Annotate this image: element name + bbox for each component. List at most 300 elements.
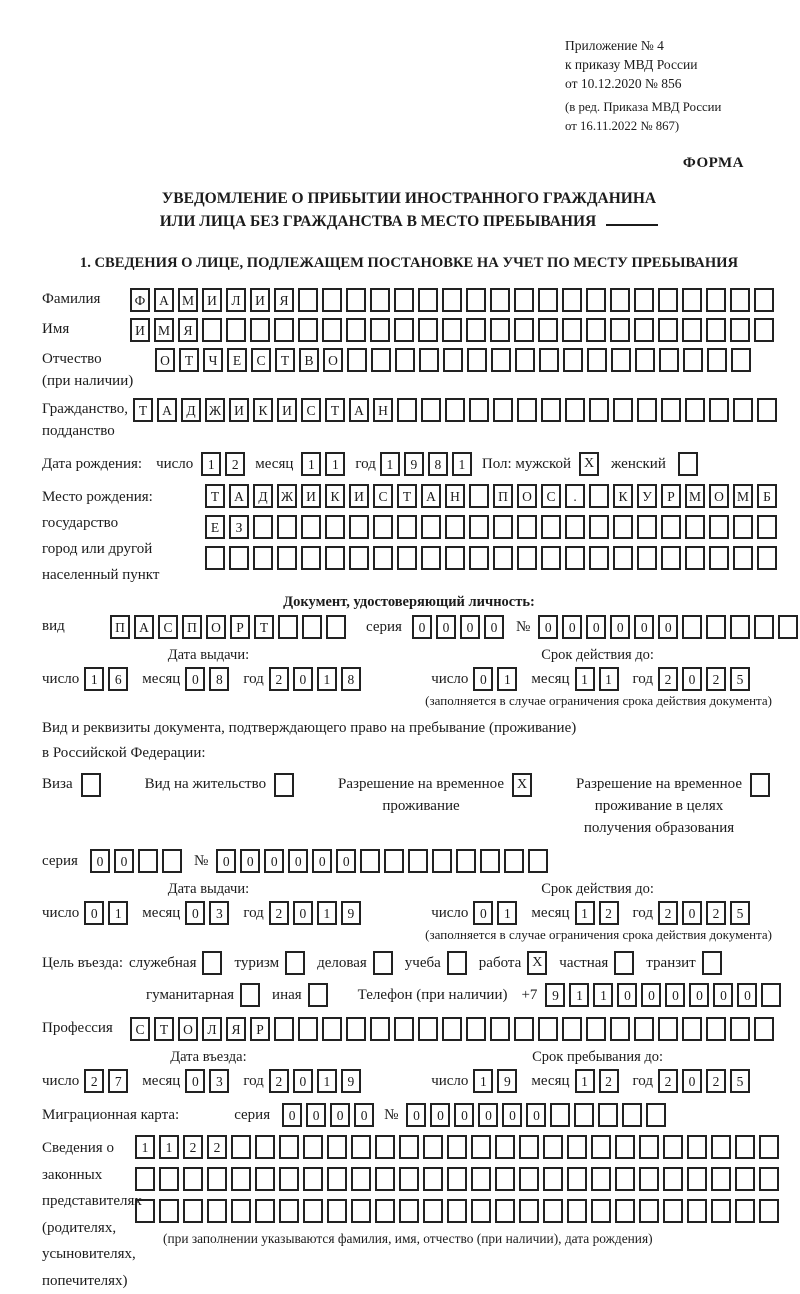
purpose-private-checkbox[interactable] <box>614 951 634 975</box>
char-cell: 1 <box>452 452 472 476</box>
char-cell <box>445 546 465 570</box>
visa-label: Виза <box>42 776 73 793</box>
char-cell <box>591 1167 611 1191</box>
char-cell <box>327 1167 347 1191</box>
char-cell <box>598 1103 618 1127</box>
char-cell <box>375 1135 395 1159</box>
char-cell <box>589 515 609 539</box>
char-cell <box>589 546 609 570</box>
stay-until-month-field[interactable] <box>575 1069 623 1093</box>
char-cell <box>250 318 270 342</box>
char-cell <box>495 1199 515 1223</box>
year-label: год <box>243 1073 264 1090</box>
char-cell <box>659 348 679 372</box>
char-cell <box>205 546 225 570</box>
year-label: год <box>632 905 653 922</box>
char-cell <box>325 515 345 539</box>
purpose-official-checkbox[interactable] <box>202 951 222 975</box>
purpose-row2 <box>146 983 776 1007</box>
char-cell <box>610 318 630 342</box>
char-cell <box>421 398 441 422</box>
char-cell: Н <box>373 398 393 422</box>
char-cell: . <box>565 484 585 508</box>
char-cell <box>663 1167 683 1191</box>
char-cell <box>682 615 702 639</box>
day-label: число <box>42 905 80 922</box>
day-label: число <box>156 456 194 473</box>
birthplace-line1-field[interactable] <box>205 484 781 508</box>
stay-until-day-field[interactable] <box>473 1069 521 1093</box>
char-cell: Р <box>661 484 681 508</box>
char-cell <box>469 484 489 508</box>
char-cell: Т <box>154 1017 174 1041</box>
char-cell <box>683 348 703 372</box>
char-cell: О <box>517 484 537 508</box>
char-cell: С <box>541 484 561 508</box>
char-cell: 0 <box>185 901 205 925</box>
char-cell: 0 <box>185 667 205 691</box>
char-cell <box>733 515 753 539</box>
purpose-tourism-checkbox[interactable] <box>285 951 305 975</box>
stay-issue-month-field[interactable] <box>185 901 233 925</box>
expiry-day-field[interactable] <box>473 667 521 691</box>
char-cell <box>591 1135 611 1159</box>
char-cell <box>615 1135 635 1159</box>
birthplace-line3-field[interactable] <box>205 546 781 570</box>
char-cell <box>231 1167 251 1191</box>
stay-expiry-day-field[interactable] <box>473 901 521 925</box>
char-cell <box>399 1167 419 1191</box>
stay-expiry-year-field[interactable] <box>658 901 754 925</box>
title-line2: ИЛИ ЛИЦА БЕЗ ГРАЖДАНСТВА В МЕСТО ПРЕБЫВАНИЯ <box>42 210 776 233</box>
representatives-line2-field[interactable] <box>135 1167 783 1191</box>
char-cell: 0 <box>484 615 504 639</box>
char-cell: 1 <box>575 901 595 925</box>
profession-field[interactable] <box>130 1017 778 1041</box>
representatives-line1-field[interactable] <box>135 1135 783 1159</box>
doc-series-label: серия <box>366 619 402 636</box>
char-cell <box>226 318 246 342</box>
char-cell: М <box>685 484 705 508</box>
char-cell: И <box>229 398 249 422</box>
char-cell <box>682 318 702 342</box>
char-cell <box>447 1199 467 1223</box>
char-cell: 0 <box>293 901 313 925</box>
temp-residence-option <box>338 773 532 817</box>
char-cell <box>138 849 158 873</box>
purpose-humanitarian-checkbox[interactable] <box>240 983 260 1007</box>
char-cell: 2 <box>207 1135 227 1159</box>
char-cell <box>207 1199 227 1223</box>
representatives-label: Сведения о законных представителях (родителях, усыновителях, попечителях) <box>42 1140 142 1289</box>
migration-series-field[interactable] <box>282 1103 378 1127</box>
profession-row <box>42 1017 776 1041</box>
char-cell <box>685 398 705 422</box>
month-label: месяц <box>142 671 181 688</box>
char-cell: 5 <box>730 901 750 925</box>
char-cell: К <box>613 484 633 508</box>
month-label: месяц <box>255 456 294 473</box>
char-cell: Р <box>230 615 250 639</box>
male-checkbox[interactable]: X <box>579 452 599 476</box>
char-cell: С <box>251 348 271 372</box>
char-cell: 1 <box>380 452 400 476</box>
visa-checkbox[interactable] <box>81 773 101 797</box>
birth-year-field[interactable] <box>380 452 476 476</box>
char-cell <box>399 1135 419 1159</box>
expiry-month-field[interactable] <box>575 667 623 691</box>
char-cell <box>538 318 558 342</box>
char-cell <box>162 849 182 873</box>
char-cell: 1 <box>317 901 337 925</box>
char-cell <box>469 398 489 422</box>
char-cell: 5 <box>730 1069 750 1093</box>
firstname-field[interactable] <box>130 318 778 342</box>
temp-residence-label: Разрешение на временное проживание <box>338 776 505 815</box>
char-cell <box>303 1199 323 1223</box>
purpose-study-label: учеба <box>404 955 441 972</box>
char-cell <box>613 515 633 539</box>
char-cell <box>757 398 777 422</box>
char-cell <box>658 288 678 312</box>
char-cell <box>754 1017 774 1041</box>
month-label: месяц <box>531 1073 570 1090</box>
char-cell: 0 <box>406 1103 426 1127</box>
char-cell: 1 <box>301 452 321 476</box>
phone-field[interactable] <box>545 983 785 1007</box>
char-cell <box>346 288 366 312</box>
entry-year-field[interactable] <box>269 1069 365 1093</box>
char-cell: 2 <box>183 1135 203 1159</box>
char-cell: М <box>733 484 753 508</box>
day-label: число <box>431 671 469 688</box>
char-cell <box>231 1135 251 1159</box>
char-cell <box>456 849 476 873</box>
char-cell <box>301 515 321 539</box>
stay-doc-intro1: Вид и реквизиты документа, подтверждающего право на пребывание (проживание) <box>42 720 577 737</box>
purpose-business-checkbox[interactable] <box>373 951 393 975</box>
appendix-line: Приложение № 4 <box>565 38 664 53</box>
identity-doc-heading: Документ, удостоверяющий личность: <box>283 594 535 611</box>
char-cell <box>360 849 380 873</box>
char-cell <box>543 1199 563 1223</box>
char-cell <box>466 1017 486 1041</box>
char-cell <box>538 1017 558 1041</box>
purpose-transit-checkbox[interactable] <box>702 951 722 975</box>
char-cell <box>562 1017 582 1041</box>
stay-issue-day-field[interactable] <box>84 901 132 925</box>
char-cell <box>757 546 777 570</box>
birth-month-field[interactable] <box>301 452 349 476</box>
char-cell: 1 <box>575 1069 595 1093</box>
char-cell <box>707 348 727 372</box>
entry-month-field[interactable] <box>185 1069 233 1093</box>
temp-residence-checkbox[interactable]: X <box>512 773 532 797</box>
char-cell <box>759 1167 779 1191</box>
char-cell <box>322 318 342 342</box>
char-cell <box>447 1135 467 1159</box>
char-cell: Ж <box>277 484 297 508</box>
residence-permit-label: Вид на жительство <box>144 776 267 793</box>
char-cell <box>735 1135 755 1159</box>
char-cell <box>661 546 681 570</box>
residence-permit-checkbox[interactable] <box>274 773 294 797</box>
char-cell: Б <box>757 484 777 508</box>
char-cell <box>229 546 249 570</box>
phone-prefix: +7 <box>521 987 538 1004</box>
char-cell <box>634 288 654 312</box>
char-cell <box>298 288 318 312</box>
char-cell <box>731 348 751 372</box>
char-cell: 0 <box>240 849 260 873</box>
char-cell <box>432 849 452 873</box>
section1-heading: 1. СВЕДЕНИЯ О ЛИЦЕ, ПОДЛЕЖАЩЕМ ПОСТАНОВКЕ НА УЧЕТ ПО МЕСТУ ПРЕБЫВАНИЯ <box>79 255 739 272</box>
temp-residence-education-label: Разрешение на временное проживание в целях получения образования <box>576 776 742 837</box>
char-cell: 1 <box>497 667 517 691</box>
char-cell <box>639 1199 659 1223</box>
char-cell: 8 <box>209 667 229 691</box>
char-cell <box>661 398 681 422</box>
char-cell: 0 <box>658 615 678 639</box>
doc-number-field[interactable] <box>538 615 800 639</box>
entry-title: Дата въезда: <box>170 1049 247 1066</box>
surname-label: Фамилия <box>42 291 101 308</box>
day-label: число <box>431 905 469 922</box>
char-cell <box>327 1135 347 1159</box>
issue-month-field[interactable] <box>185 667 233 691</box>
char-cell: С <box>158 615 178 639</box>
citizenship-row <box>42 398 776 442</box>
char-cell: С <box>373 484 393 508</box>
temp-residence-education-checkbox[interactable] <box>750 773 770 797</box>
char-cell <box>543 1167 563 1191</box>
year-label: год <box>632 671 653 688</box>
char-cell: 0 <box>689 983 709 1007</box>
char-cell: К <box>325 484 345 508</box>
char-cell: 1 <box>317 667 337 691</box>
char-cell <box>277 546 297 570</box>
char-cell <box>231 1199 251 1223</box>
char-cell <box>586 1017 606 1041</box>
firstname-row <box>42 318 776 342</box>
doc-series-field[interactable] <box>412 615 508 639</box>
char-cell <box>565 398 585 422</box>
char-cell <box>759 1135 779 1159</box>
char-cell <box>421 515 441 539</box>
char-cell <box>543 1135 563 1159</box>
page-title <box>42 187 776 234</box>
char-cell <box>274 1017 294 1041</box>
char-cell <box>399 1199 419 1223</box>
migration-card-row <box>42 1103 776 1127</box>
patronymic-field[interactable] <box>155 348 755 372</box>
char-cell <box>447 1167 467 1191</box>
stay-doc-options <box>42 773 776 839</box>
char-cell: 8 <box>341 667 361 691</box>
purpose-other-checkbox[interactable] <box>308 983 328 1007</box>
char-cell <box>490 318 510 342</box>
char-cell <box>517 398 537 422</box>
char-cell <box>394 288 414 312</box>
char-cell <box>663 1135 683 1159</box>
char-cell <box>733 398 753 422</box>
char-cell: 1 <box>599 667 619 691</box>
char-cell: М <box>178 288 198 312</box>
char-cell: 1 <box>569 983 589 1007</box>
char-cell: 0 <box>586 615 606 639</box>
char-cell <box>490 1017 510 1041</box>
char-cell <box>538 288 558 312</box>
char-cell <box>397 398 417 422</box>
purpose-study-checkbox[interactable] <box>447 951 467 975</box>
char-cell <box>419 348 439 372</box>
char-cell <box>754 288 774 312</box>
char-cell: 0 <box>330 1103 350 1127</box>
issue-date-group <box>42 647 375 691</box>
stay-expiry-month-field[interactable] <box>575 901 623 925</box>
char-cell: 1 <box>325 452 345 476</box>
char-cell: П <box>182 615 202 639</box>
year-label: год <box>355 456 376 473</box>
char-cell: О <box>709 484 729 508</box>
char-cell <box>159 1199 179 1223</box>
char-cell: 1 <box>108 901 128 925</box>
birthplace-line2-field[interactable] <box>205 515 781 539</box>
char-cell: 0 <box>737 983 757 1007</box>
char-cell <box>515 348 535 372</box>
char-cell <box>135 1167 155 1191</box>
char-cell <box>613 398 633 422</box>
char-cell <box>443 348 463 372</box>
stay-until-title: Срок пребывания до: <box>532 1049 664 1066</box>
char-cell <box>408 849 428 873</box>
char-cell: А <box>157 398 177 422</box>
char-cell <box>759 1199 779 1223</box>
char-cell <box>682 288 702 312</box>
birthdate-label: Дата рождения: <box>42 456 143 473</box>
char-cell: О <box>323 348 343 372</box>
char-cell <box>375 1167 395 1191</box>
stay-series-field[interactable] <box>90 849 186 873</box>
stay-issue-year-field[interactable] <box>269 901 365 925</box>
migration-number-field[interactable] <box>406 1103 670 1127</box>
char-cell <box>622 1103 642 1127</box>
char-cell: 0 <box>460 615 480 639</box>
char-cell <box>661 515 681 539</box>
citizenship-field[interactable] <box>133 398 781 422</box>
char-cell <box>397 546 417 570</box>
char-cell: 2 <box>269 667 289 691</box>
char-cell <box>442 288 462 312</box>
stay-number-field[interactable] <box>216 849 552 873</box>
expiry-year-field[interactable] <box>658 667 754 691</box>
entry-day-field[interactable] <box>84 1069 132 1093</box>
representatives-line3-field[interactable] <box>135 1199 783 1223</box>
char-cell <box>541 398 561 422</box>
char-cell: Д <box>181 398 201 422</box>
char-cell: 2 <box>706 667 726 691</box>
char-cell: 0 <box>264 849 284 873</box>
char-cell <box>445 398 465 422</box>
sex-label: Пол: мужской <box>481 456 572 473</box>
char-cell <box>706 318 726 342</box>
char-cell <box>370 288 390 312</box>
char-cell: С <box>301 398 321 422</box>
char-cell: 1 <box>84 667 104 691</box>
identity-doc-dates <box>42 647 776 691</box>
purpose-work-checkbox[interactable]: X <box>527 951 547 975</box>
char-cell <box>591 1199 611 1223</box>
residence-permit-option <box>145 773 294 797</box>
day-label: число <box>42 671 80 688</box>
patronymic-row <box>42 348 776 392</box>
char-cell <box>274 318 294 342</box>
birth-day-field[interactable] <box>201 452 249 476</box>
char-cell: Т <box>397 484 417 508</box>
char-cell: А <box>421 484 441 508</box>
char-cell <box>663 1199 683 1223</box>
stay-expiry-title: Срок действия до: <box>541 881 654 898</box>
char-cell: 0 <box>526 1103 546 1127</box>
char-cell <box>351 1199 371 1223</box>
char-cell: 0 <box>634 615 654 639</box>
char-cell <box>491 348 511 372</box>
form-label: ФОРМА <box>682 154 744 171</box>
purpose-other-label: иная <box>272 987 302 1004</box>
char-cell: 1 <box>317 1069 337 1093</box>
revision-line: от 16.11.2022 № 867) <box>565 118 680 133</box>
char-cell: 1 <box>135 1135 155 1159</box>
char-cell <box>504 849 524 873</box>
char-cell: 0 <box>288 849 308 873</box>
char-cell: Ф <box>130 288 150 312</box>
char-cell <box>394 1017 414 1041</box>
doc-number-label: № <box>515 619 531 636</box>
temp-residence-education-option <box>576 773 770 839</box>
female-checkbox[interactable] <box>678 452 698 476</box>
representatives-fields <box>135 1135 783 1294</box>
char-cell <box>278 615 298 639</box>
char-cell <box>706 615 726 639</box>
char-cell: 3 <box>209 1069 229 1093</box>
char-cell: 2 <box>658 901 678 925</box>
char-cell <box>467 348 487 372</box>
char-cell: 1 <box>593 983 613 1007</box>
char-cell: 9 <box>341 901 361 925</box>
char-cell: 1 <box>201 452 221 476</box>
char-cell: О <box>206 615 226 639</box>
migration-series-label: серия <box>234 1107 271 1124</box>
surname-field[interactable] <box>130 288 778 312</box>
char-cell: Т <box>254 615 274 639</box>
stay-until-year-field[interactable] <box>658 1069 754 1093</box>
char-cell <box>302 615 322 639</box>
issue-year-field[interactable] <box>269 667 365 691</box>
issue-day-field[interactable] <box>84 667 132 691</box>
char-cell <box>466 318 486 342</box>
migration-number-label: № <box>384 1107 399 1124</box>
char-cell <box>517 515 537 539</box>
char-cell <box>514 288 534 312</box>
char-cell <box>279 1167 299 1191</box>
char-cell <box>397 515 417 539</box>
char-cell <box>586 288 606 312</box>
char-cell <box>517 546 537 570</box>
char-cell <box>586 318 606 342</box>
char-cell <box>587 348 607 372</box>
doc-kind-field[interactable] <box>110 615 350 639</box>
char-cell <box>778 615 798 639</box>
